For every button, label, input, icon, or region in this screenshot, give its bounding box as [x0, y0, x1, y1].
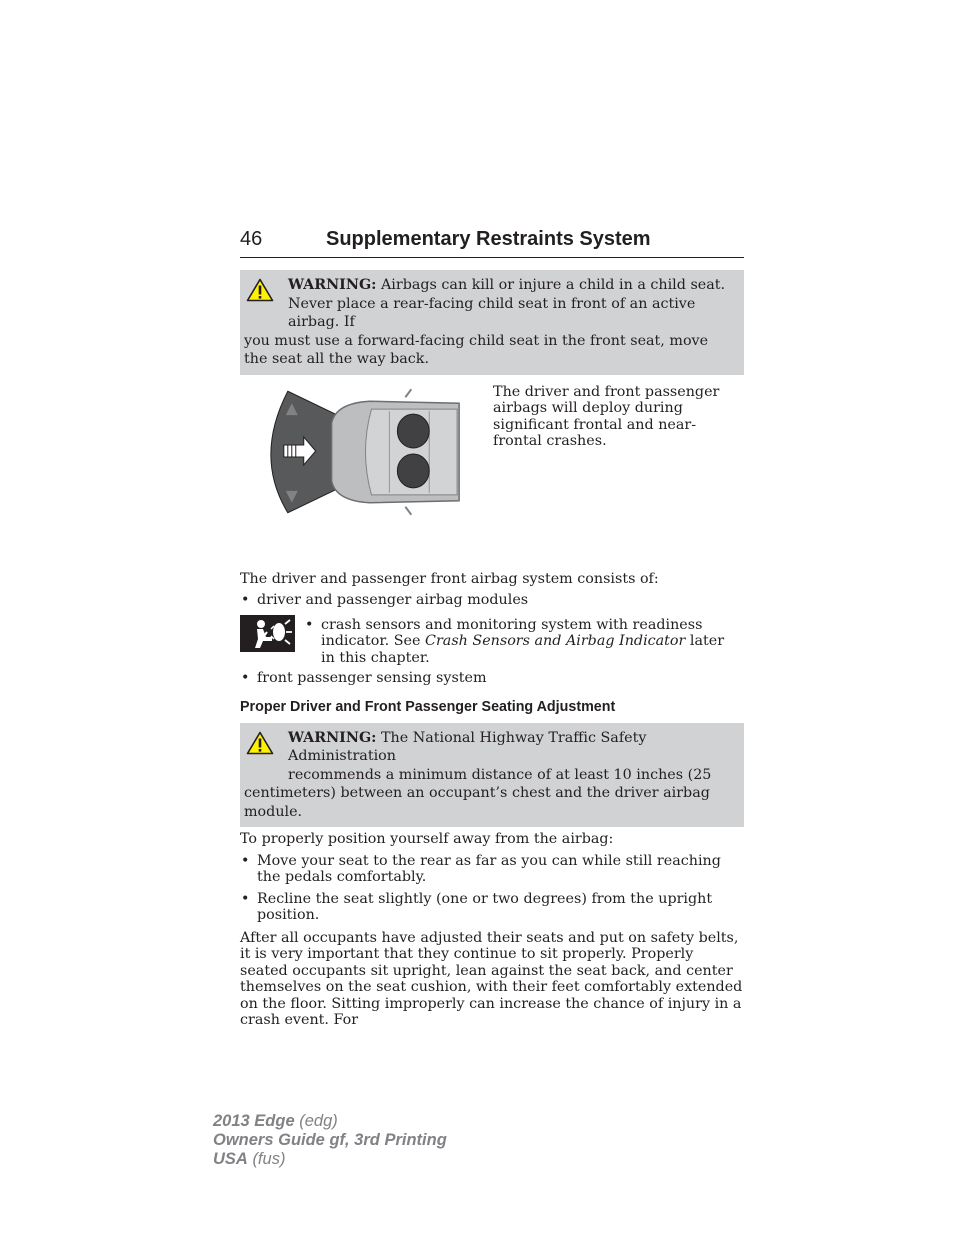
seating-distance-warning: WARNING: The National Highway Traffic Safety Administration recommends a minimum distance of at least 10 inches (25 centimeters) between an occupant’s chest and the driver airbag module.	[240, 723, 744, 828]
airbag-figure-row	[240, 381, 744, 555]
list-item: • front passenger sensing system	[240, 670, 744, 687]
list-item: • Move your seat to the rear as far as you can while still reaching the pedals comfortably.	[240, 853, 744, 886]
page-header	[240, 228, 744, 258]
list-item: • Recline the seat slightly (one or two degrees) from the upright position.	[240, 891, 744, 924]
figure-caption: The driver and front passenger airbags will deploy during significant frontal and near-frontal crashes.	[493, 383, 720, 449]
list-item: • crash sensors and monitoring system with readiness indicator. See Crash Sensors and Airbag Indicator later in this chapter.	[304, 617, 736, 667]
system-components-list	[240, 592, 744, 609]
positioning-list	[240, 853, 744, 924]
section-title: Supplementary Restraints System	[326, 228, 651, 250]
page-number: 46	[240, 228, 263, 250]
list-item: • driver and passenger airbag modules	[240, 592, 744, 609]
airbag-deployment-illustration	[240, 385, 479, 517]
document-footer: 2013 Edge (edg) Owners Guide gf, 3rd Printing USA (fus)	[213, 1112, 447, 1168]
warning-triangle-icon	[246, 731, 274, 755]
closing-paragraph: After all occupants have adjusted their seats and put on safety belts, it is very important that they continue to sit properly. Properly seated occupants sit upright, lean against the seat back, and center themselves on the seat cushion, with their feet comfortably extended on the floor. Sitting improperly can increase the chance of injury in a crash event. For	[240, 929, 743, 1028]
airbag-warning-light-icon	[240, 615, 295, 652]
cross-reference-link: Crash Sensors and Airbag Indicator	[425, 633, 686, 649]
page-content	[240, 228, 744, 1029]
warning-label: WARNING:	[288, 277, 377, 293]
child-seat-warning: WARNING: Airbags can kill or injure a child in a child seat. Never place a rear-facing child seat in front of an active airbag. If you must use a forward-facing child seat in the front seat, move the seat all the way back.	[240, 270, 744, 375]
warning-triangle-icon	[246, 278, 274, 302]
warning-label: WARNING:	[288, 729, 377, 746]
position-intro: To properly position yourself away from the airbag:	[240, 831, 614, 847]
indicator-row	[240, 615, 744, 667]
system-intro: The driver and passenger front airbag system consists of:	[240, 570, 659, 587]
subheading: Proper Driver and Front Passenger Seating Adjustment	[240, 698, 616, 715]
